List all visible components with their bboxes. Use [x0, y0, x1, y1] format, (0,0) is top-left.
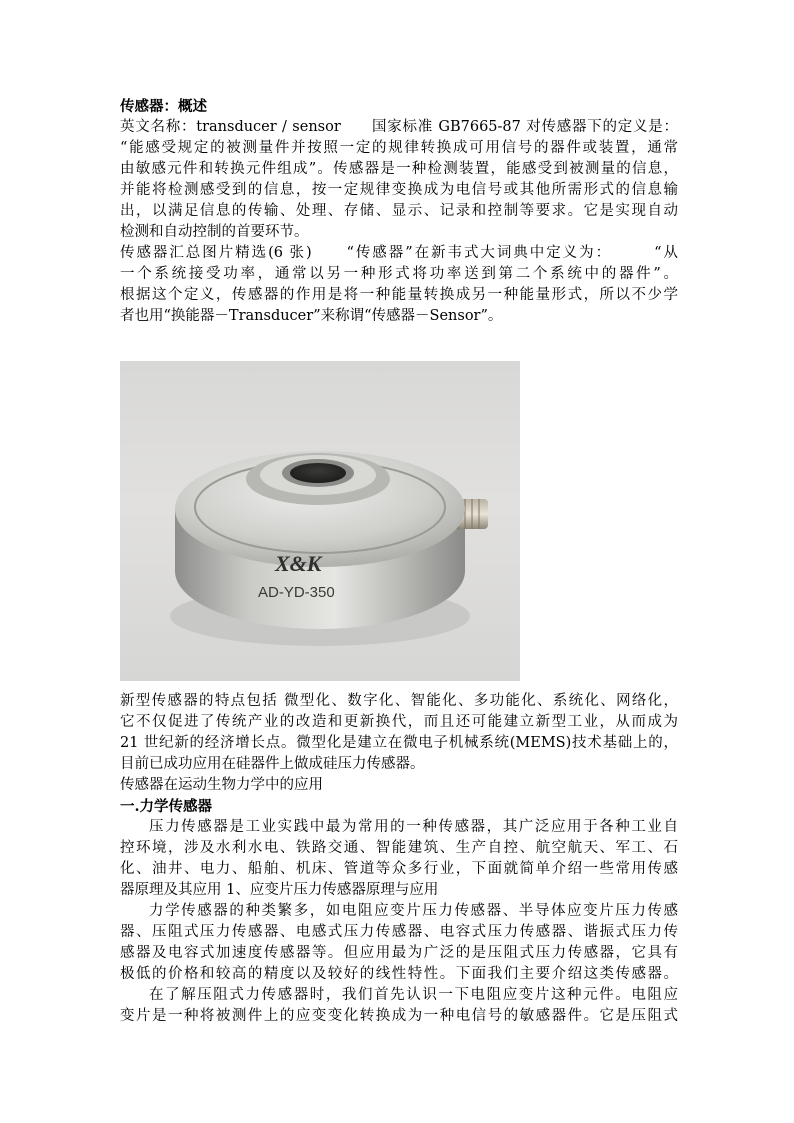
- text-line: 传感器在运动生物力学中的应用: [120, 777, 323, 793]
- model-label: AD-YD-350: [258, 584, 335, 601]
- intro-paragraph: [120, 117, 678, 327]
- text-line: 目前已成功应用在硅器件上做成硅压力传感器。: [120, 756, 425, 772]
- section-heading: 一.力学传感器: [120, 798, 213, 815]
- document-page: [120, 96, 678, 1027]
- text-line: 21 世纪新的经济增长点。微型化是建立在微电子机械系统(MEMS)技术基础上的，: [120, 735, 678, 751]
- doc-title: 传感器：概述: [120, 98, 207, 115]
- strain-gauge-paragraph: [120, 985, 678, 1027]
- text-line: 根据这个定义，传感器的作用是将一种能量转换成另一种能量形式，所以不少学: [120, 287, 678, 303]
- text-line: 新型传感器的特点包括 微型化、数字化、智能化、多功能化、系统化、网络化，: [120, 693, 678, 709]
- text-line: 感器及电容式加速度传感器等。但应用最为广泛的是压阻式压力传感器，它具有: [120, 945, 678, 961]
- text-line: 压力传感器是工业实践中最为常用的一种传感器，其广泛应用于各种工业自: [149, 819, 678, 835]
- text-line: 检测和自动控制的首要环节。: [120, 224, 309, 240]
- pressure-sensor-paragraph: [120, 817, 678, 901]
- text-line: 力学传感器的种类繁多，如电阻应变片压力传感器、半导体应变片压力传感: [149, 903, 678, 919]
- text-line: 器、压阻式压力传感器、电感式压力传感器、电容式压力传感器、谐振式压力传: [120, 924, 678, 940]
- text-line: 化、油井、电力、船舶、机床、管道等众多行业，下面就简单介绍一些常用传感: [120, 861, 678, 877]
- text-line: 出，以满足信息的传输、处理、存储、显示、记录和控制等要求。它是实现自动: [120, 203, 678, 219]
- sensor-types-paragraph: [120, 901, 678, 985]
- text-line: 一个系统接受功率，通常以另一种形式将功率送到第二个系统中的器件”。: [120, 266, 678, 282]
- text-line: 并能将检测感受到的信息，按一定规律变换成为电信号或其他所需形式的信息输: [120, 182, 678, 198]
- load-cell-image: [120, 361, 520, 681]
- text-line: “能感受规定的被测量件并按照一定的规律转换成可用信号的器件或装置，通常: [120, 140, 678, 156]
- text-line: 变片是一种将被测件上的应变变化转换成为一种电信号的敏感器件。它是压阻式: [120, 1008, 678, 1024]
- text-line: 由敏感元件和转换元件组成”。传感器是一种检测装置，能感受到被测量的信息，: [120, 161, 678, 177]
- text-line: 它不仅促进了传统产业的改造和更新换代，而且还可能建立新型工业，从而成为: [120, 714, 678, 730]
- features-paragraph: [120, 691, 678, 796]
- text-line: 在了解压阻式力传感器时，我们首先认识一下电阻应变片这种元件。电阻应: [149, 987, 678, 1003]
- text-line: 传感器汇总图片精选(6 张) “传感器”在新韦式大词典中定义为： “从: [120, 245, 678, 261]
- text-line: 控环境，涉及水利水电、铁路交通、智能建筑、生产自控、航空航天、军工、石: [120, 840, 678, 856]
- text-line: 器原理及其应用 1、应变片压力传感器原理与应用: [120, 882, 439, 898]
- text-line: 极低的价格和较高的精度以及较好的线性特性。下面我们主要介绍这类传感器。: [120, 966, 678, 982]
- text-line: 者也用“换能器－Transducer”来称谓“传感器－Sensor”。: [120, 308, 503, 324]
- brand-label: X&K: [275, 551, 322, 576]
- sensor-photo: [120, 361, 520, 681]
- text-line: 英文名称：transducer / sensor 国家标准 GB7665-87 对传感器下的定义是：: [120, 119, 678, 135]
